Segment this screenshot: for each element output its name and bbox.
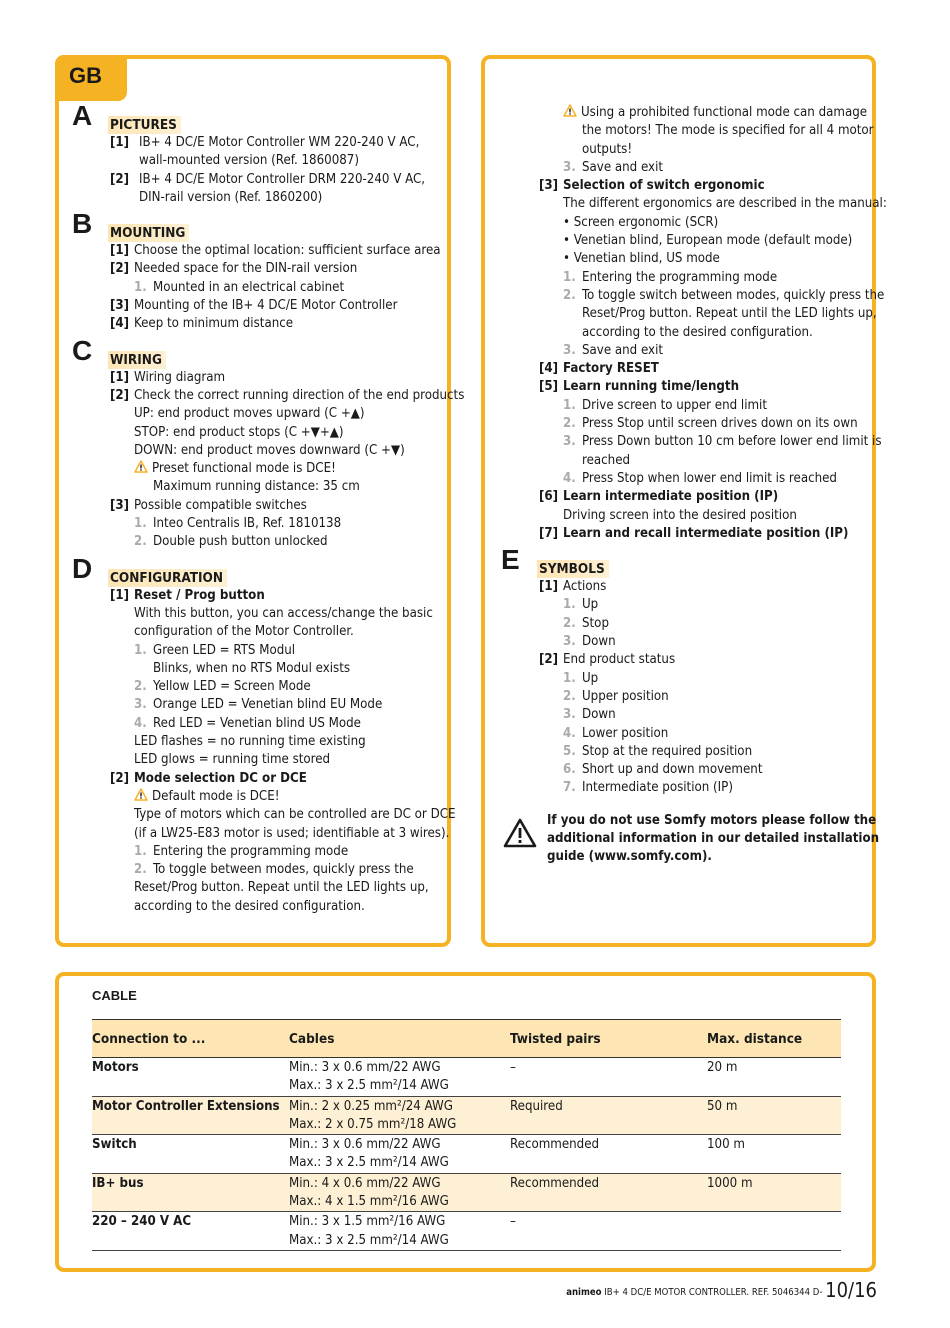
section-title: WIRING — [108, 351, 166, 369]
bullet-item: • Venetian blind, European mode (default mode) — [563, 233, 853, 249]
list-item: [2] Check the correct running direction of the end products — [110, 387, 465, 403]
paragraph-line: The different ergonomics are described in the manual: — [563, 196, 887, 212]
distance-cell — [707, 1212, 841, 1251]
warning-icon — [134, 788, 148, 801]
section-c-heading — [72, 334, 442, 369]
list-item: [2] Mode selection DC or DCE — [110, 770, 307, 786]
list-item: [3] Selection of switch ergonomic — [539, 178, 765, 194]
list-item: [2] End product status — [539, 652, 676, 668]
sub-item-continuation: according to the desired configuration. — [582, 324, 813, 340]
notice-line: additional information in our detailed installation — [547, 830, 880, 846]
sub-item-continuation: reached — [582, 452, 631, 468]
table-row — [92, 1096, 841, 1135]
sub-item: 1. Inteo Centralis IB, Ref. 1810138 — [134, 516, 342, 532]
sub-item: 1. Mounted in an electrical cabinet — [134, 279, 345, 295]
sub-item: 3. Down — [563, 634, 616, 650]
cables-cell: Min.: 2 x 0.25 mm²/24 AWG Max.: 2 x 0.75 mm²/18 AWG — [289, 1096, 510, 1135]
sub-item: 1. Up — [563, 597, 599, 613]
cable-title: CABLE — [92, 988, 137, 1003]
cable-table — [92, 1019, 841, 1251]
left-column — [72, 100, 465, 916]
warning-note: Using a prohibited functional mode can damage — [501, 104, 871, 122]
section-title: CONFIGURATION — [108, 569, 227, 587]
section-b-heading — [72, 210, 442, 242]
cables-cell: Min.: 4 x 0.6 mm/22 AWG Max.: 4 x 1.5 mm²/16 AWG — [289, 1173, 510, 1212]
connection-cell: Switch — [92, 1135, 289, 1174]
section-letter: B — [72, 208, 93, 240]
list-item: [7] Learn and recall intermediate position (IP) — [539, 525, 849, 541]
sub-item-continuation: Reset/Prog button. Repeat until the LED lights up, — [582, 306, 877, 322]
column-header: Cables — [289, 1020, 510, 1058]
sub-item: 1. Up — [563, 670, 599, 686]
sub-item: 2. Upper position — [563, 688, 669, 704]
list-item: [1] Reset / Prog button — [110, 587, 265, 603]
sub-item: 7. Intermediate position (IP) — [563, 780, 733, 796]
section-letter: E — [501, 544, 520, 576]
sub-item: 1. Entering the programming mode — [563, 269, 778, 285]
page-footer — [566, 1278, 877, 1302]
direction-down: DOWN: end product moves downward (C +▼) — [134, 442, 405, 458]
sub-item: 1. Drive screen to upper end limit — [563, 397, 768, 413]
bullet-item: • Venetian blind, US mode — [563, 251, 720, 267]
sub-item-continuation: Blinks, when no RTS Modul exists — [153, 660, 351, 676]
section-a-heading — [72, 102, 442, 134]
sub-item: 2. To toggle switch between modes, quickly press the — [563, 287, 885, 303]
sub-item: 2. Press Stop until screen drives down on its own — [563, 416, 858, 432]
cables-cell: Min.: 3 x 1.5 mm²/16 AWG Max.: 3 x 2.5 mm²/14 AWG — [289, 1212, 510, 1251]
list-item: [1] Actions — [539, 579, 607, 595]
right-column — [501, 104, 887, 876]
paragraph-line: configuration of the Motor Controller. — [134, 624, 354, 640]
section-title: SYMBOLS — [537, 560, 609, 578]
table-header-row — [92, 1020, 841, 1058]
sub-item: 4. Press Stop when lower end limit is reached — [563, 470, 837, 486]
sub-item-continuation: according to the desired configuration. — [134, 898, 365, 914]
notice-line: If you do not use Somfy motors please follow the — [547, 812, 877, 828]
list-item: [4] Keep to minimum distance — [110, 316, 294, 332]
sub-item-continuation: Reset/Prog button. Repeat until the LED lights up, — [134, 880, 429, 896]
warning-note: Preset functional mode is DCE! — [72, 460, 442, 478]
connection-cell: Motor Controller Extensions — [92, 1096, 289, 1135]
warning-icon — [503, 818, 537, 848]
twisted-cell: – — [510, 1212, 707, 1251]
list-item: [1] Choose the optimal location: sufficient surface area — [110, 243, 441, 259]
list-item: [2] Needed space for the DIN-rail version — [110, 261, 358, 277]
bullet-item: • Screen ergonomic (SCR) — [563, 214, 719, 230]
paragraph-line: LED flashes = no running time existing — [134, 734, 366, 750]
warning-note-continuation: Maximum running distance: 35 cm — [153, 479, 360, 495]
page-number: 10/16 — [825, 1278, 877, 1302]
sub-item: 2. Yellow LED = Screen Mode — [134, 679, 311, 695]
cables-cell: Min.: 3 x 0.6 mm/22 AWG Max.: 3 x 2.5 mm²/14 AWG — [289, 1135, 510, 1174]
paragraph-line: With this button, you can access/change the basic — [134, 605, 433, 621]
table-row — [92, 1212, 841, 1251]
sub-item: 4. Red LED = Venetian blind US Mode — [134, 715, 361, 731]
section-letter: A — [72, 100, 93, 131]
column-header: Max. distance — [707, 1020, 841, 1058]
paragraph-line: LED glows = running time stored — [134, 752, 331, 768]
direction-up: UP: end product moves upward (C +▲) — [134, 406, 365, 422]
distance-cell: 100 m — [707, 1135, 841, 1174]
distance-cell: 20 m — [707, 1058, 841, 1097]
footer-text: IB+ 4 DC/E MOTOR CONTROLLER. REF. 5046344 D- — [601, 1287, 826, 1298]
section-letter: D — [72, 552, 93, 584]
list-item: [3] Mounting of the IB+ 4 DC/E Motor Controller — [110, 298, 398, 314]
twisted-cell: Recommended — [510, 1173, 707, 1212]
list-item: [3] Possible compatible switches — [110, 497, 307, 513]
footer-brand: animeo — [566, 1287, 602, 1298]
sub-item: 3. Press Down button 10 cm before lower end limit is — [563, 434, 882, 450]
section-title: PICTURES — [108, 116, 181, 134]
sub-item: 2. Stop — [563, 615, 609, 631]
sub-item: 3. Save and exit — [563, 342, 664, 358]
warning-note: Default mode is DCE! — [72, 788, 442, 806]
sub-item: 3. Orange LED = Venetian blind EU Mode — [134, 697, 383, 713]
twisted-cell: – — [510, 1058, 707, 1097]
warning-icon — [563, 104, 577, 117]
warning-note-continuation: outputs! — [582, 141, 633, 157]
sub-item: 5. Stop at the required position — [563, 743, 753, 759]
list-item: [5] Learn running time/length — [539, 379, 740, 395]
paragraph-line: Type of motors which can be controlled are DC or DCE — [134, 807, 456, 823]
cables-cell: Min.: 3 x 0.6 mm/22 AWG Max.: 3 x 2.5 mm²/14 AWG — [289, 1058, 510, 1097]
section-title: MOUNTING — [108, 224, 189, 242]
section-e-heading — [501, 546, 871, 578]
sub-item: 2. To toggle between modes, quickly press the — [134, 862, 414, 878]
column-header: Connection to ... — [92, 1020, 289, 1058]
paragraph-line: Driving screen into the desired position — [563, 507, 797, 523]
list-item: [4] Factory RESET — [539, 361, 659, 377]
language-tab: GB — [55, 55, 127, 101]
connection-cell: IB+ bus — [92, 1173, 289, 1212]
notice-line: guide (www.somfy.com). — [547, 849, 712, 865]
sub-item: 2. Double push button unlocked — [134, 534, 328, 550]
connection-cell: 220 – 240 V AC — [92, 1212, 289, 1251]
section-letter: C — [72, 334, 93, 366]
sub-item: 4. Lower position — [563, 725, 669, 741]
twisted-cell: Required — [510, 1096, 707, 1135]
list-item: [1] IB+ 4 DC/E Motor Controller WM 220-240 V AC, — [110, 135, 420, 150]
direction-stop: STOP: end product stops (C +▼+▲) — [134, 424, 344, 440]
table-row — [92, 1058, 841, 1097]
twisted-cell: Recommended — [510, 1135, 707, 1174]
sub-item: 6. Short up and down movement — [563, 762, 763, 778]
list-item-continuation: DIN-rail version (Ref. 1860200) — [139, 189, 323, 205]
sub-item: 1. Entering the programming mode — [134, 843, 349, 859]
column-header: Twisted pairs — [510, 1020, 707, 1058]
sub-item: 3. Save and exit — [563, 159, 664, 175]
list-item-continuation: wall-mounted version (Ref. 1860087) — [139, 153, 359, 169]
list-item: [2] IB+ 4 DC/E Motor Controller DRM 220-240 V AC, — [110, 171, 426, 187]
connection-cell: Motors — [92, 1058, 289, 1097]
list-item: [6] Learn intermediate position (IP) — [539, 489, 779, 505]
warning-icon — [134, 460, 148, 473]
distance-cell: 1000 m — [707, 1173, 841, 1212]
table-row — [92, 1173, 841, 1212]
section-d-heading — [72, 552, 442, 587]
warning-note-continuation: the motors! The mode is specified for all 4 motor — [582, 123, 874, 139]
notice-block — [501, 812, 880, 876]
list-item: [1] Wiring diagram — [110, 369, 226, 385]
sub-item: 3. Down — [563, 707, 616, 723]
sub-item: 1. Green LED = RTS Modul — [134, 642, 296, 658]
paragraph-line: (if a LW25-E83 motor is used; identifiable at 3 wires). — [134, 825, 450, 841]
table-row — [92, 1135, 841, 1174]
distance-cell: 50 m — [707, 1096, 841, 1135]
